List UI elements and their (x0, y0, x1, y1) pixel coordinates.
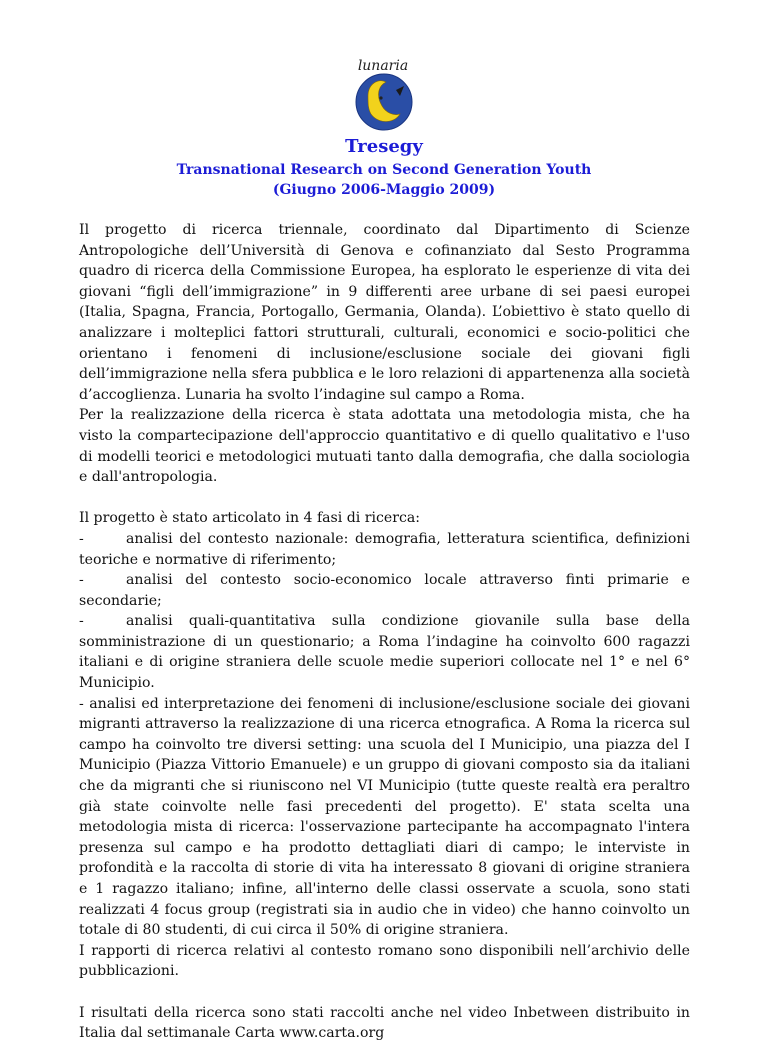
paragraph-methodology: Per la realizzazione della ricerca è stata adottata una metodologia mista, che ha visto la compartecipazione dell'approccio quantitativo e di quello qualitativo e l'uso di modelli teorici e metodologici mutuati tanto dalla demografia, che dalla sociologia e dall'antropologia. (79, 407, 690, 486)
list-item: - analisi ed interpretazione dei fenomeni di inclusione/esclusione sociale dei giovani migranti attraverso la realizzazione di una ricerca etnografica. A Roma la ricerca sul campo ha coinvolto tre diversi setting: una scuola del I Municipio, una piazza del I Municipio (Piazza Vittorio Emanuele) e un gruppo di giovani composto sia da italiani che da migranti che si riuniscono nel VI Municipio (tutte queste realtà era peraltro già state coinvolte nelle fasi precedenti del progetto). E' stata scelta una metodologia mista di ricerca: l'osservazione partecipante ha accompagnato l'intera presenza sul campo e ha prodotto dettagliati diari di campo; le interviste in profondità e la raccolta di storie di vita ha interessato 8 giovani di origine straniera e 1 ragazzo italiano; infine, all'interno delle classi osservate a scuola, sono stati realizzati 4 focus group (registrati sia in audio che in video) che hanno coinvolto un totale di 80 studenti, di cui circa il 50% di origine straniera. (79, 695, 690, 939)
period: (Giugno 2006-Maggio 2009) (272, 182, 496, 198)
paragraph-video: I risultati della ricerca sono stati raccolti anche nel video Inbetween distribuito in Italia dal settimanale Carta www.carta.org (79, 1004, 690, 1042)
body-text (79, 220, 690, 1044)
list-dash: - (79, 613, 84, 630)
list-item: - analisi del contesto socio-economico locale attraverso finti primarie e secondarie; (79, 572, 690, 609)
header (80, 134, 688, 200)
list-dash: - (79, 572, 84, 589)
list-item: - analisi quali-quantitativa sulla condizione giovanile sulla base della somministrazione di un questionario; a Roma l’indagine ha coinvolto 600 ragazzi italiani e di origine straniera delle scuole medie superiori collocate nel 1° e nel 6° Municipio. (79, 613, 690, 692)
svg-text:lunaria: lunaria (357, 58, 409, 74)
subtitle: Transnational Research on Second Generation Youth (176, 162, 592, 178)
list-dash: - (79, 530, 84, 547)
paragraph-intro: Il progetto di ricerca triennale, coordinato dal Dipartimento di Scienze Antropologiche dell’Università di Genova e cofinanziato dal Sesto Programma quadro di ricerca della Commissione Europea, ha esplorato le esperienze di vita dei giovani “figli dell’immigrazione” in 9 differenti aree urbane di sei paesi europei (Italia, Spagna, Francia, Portogallo, Germania, Olanda). L’obiettivo è stato quello di analizzare i molteplici fattori strutturali, culturali, economici e socio-politici che orientano i fenomeni di inclusione/esclusione sociale dei giovani figli dell’immigrazione nella sfera pubblica e le loro relazioni di appartenenza alla società d’accoglienza. Lunaria ha svolto l’indagine sul campo a Roma. (79, 222, 690, 403)
paragraph-phases-intro: Il progetto è stato articolato in 4 fasi di ricerca: (79, 510, 421, 527)
page-title: Tresegy (345, 136, 423, 157)
lunaria-logo (338, 56, 428, 132)
paragraph-reports: I rapporti di ricerca relativi al contesto romano sono disponibili nell’archivio delle pubblicazioni. (79, 942, 690, 980)
list-item: - analisi del contesto nazionale: demografia, letteratura scientifica, definizioni teoriche e normative di riferimento; (79, 530, 690, 568)
